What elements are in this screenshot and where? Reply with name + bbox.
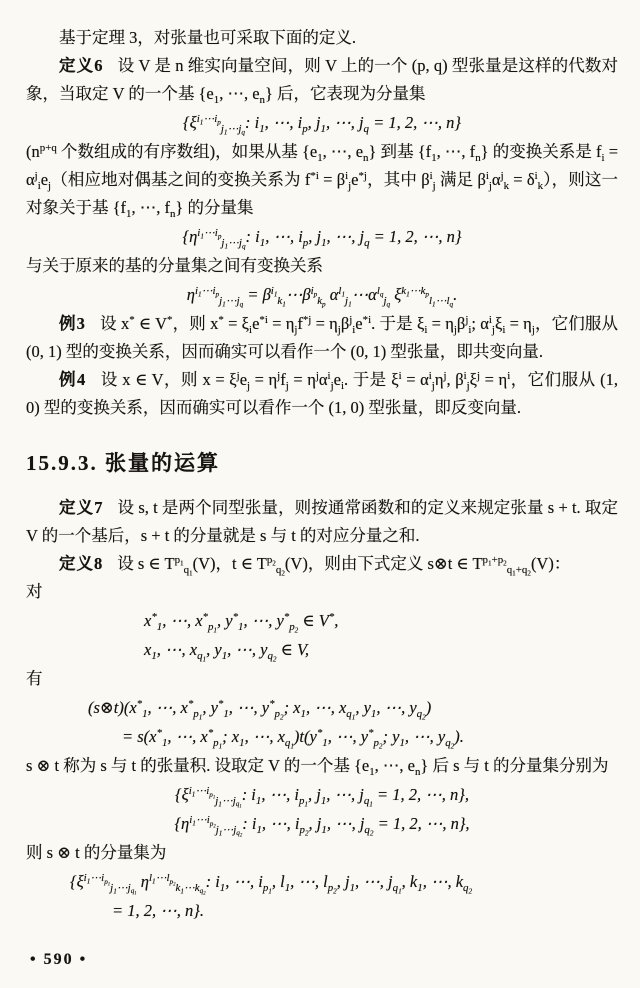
paragraph-st-intro	[26, 839, 618, 867]
formula-eta-component-set: {$\eta^{i_1\cdots i_p}_{j_1\cdots j_q}$: $i_1$, ⋯, $i_p$, $j_1$, ⋯, $j_q = 1$, 2, ⋯, n}	[182, 227, 462, 251]
word-for: 对	[26, 582, 43, 601]
formula-st-components-line1: {$\xi^{i_1\cdots i_{p_1}}_{j_1\cdots j_{q_1}}$ $\eta^{l_1\cdots l_{p_2}}_{k_1\cdots k_{q_2}}$: $i_1$, ⋯, $i_{p_1}$, $l_1$, ⋯, $l_{p_2}$, $j_1$, ⋯, $j_{q_1}$, $k_1$, ⋯, $k_{q_2}$	[70, 872, 473, 897]
paragraph-basis-change-text: ($n^{p+q}$ 个数组成的有序数组)，如果从基 {$e_1$, ⋯, $e_n$} 到基 {$f_1$, ⋯, $f_n$} 的变换关系是 $f_i = \alpha^j_ie_j$（相应地对偶基之间的变换关系为 $f^{*i} = \beta^i_je^{*j}$，其中 $\beta^i_j$ 满足 $\beta^i_j\alpha^j_k = \delta^i_k$），则这一对象关于基 {$f_1$, ⋯, $f_n$} 的分量集	[26, 142, 619, 220]
paragraph-tensor-product-name	[26, 752, 618, 780]
definition-8-text: 设 s ∈ $T^{p_1}_{q_1}(V)$，t ∈ $T^{p_2}_{q_2}(V)$，则由下式定义 s⊗t ∈ $T^{p_1+p_2}_{q_1+q_2}(V)$：	[117, 554, 571, 578]
definition-7	[26, 494, 618, 550]
example-3-text: 设 x* ∈ V*，则 $x^* = \xi_ie^{*i} = \eta_jf^{*j} = \eta_j\beta^j_ie^{*i}$. 于是 $\xi_i = \eta_j\beta^j_i$; $\alpha^i_j\xi_i = \eta_j$，它们服从 (0, 1) 型的变换关系，因而确实可以看作一个 (0, 1) 型张量，即共变向量.	[26, 314, 619, 361]
formula-st-components-line2: = 1, 2, ⋯, n}.	[112, 901, 204, 920]
formula-xi-component-set: {$\xi^{i_1\cdots i_p}_{j_1\cdots j_q}$: $i_1$, ⋯, $i_p$, $j_1$, ⋯, $j_q = 1$, 2, ⋯, n}	[183, 113, 461, 137]
page-number: • 590 •	[30, 951, 88, 968]
formula-s-components: {$\xi^{i_1\cdots i_{p_1}}_{j_1\cdots j_{q_1}}$: $i_1$, ⋯, $i_{p_1}$, $j_1$, ⋯, $j_{q_1} = 1$, 2, ⋯, n},	[175, 785, 469, 810]
paragraph-st-intro-text: 则 s ⊗ t 的分量集为	[26, 843, 167, 862]
definition-6	[26, 52, 618, 108]
paragraph-transform-intro	[26, 252, 618, 280]
definition-7-text: 设 s, t 是两个同型张量，则按通常函数和的定义来规定张量 s + t. 取定 V 的一个基后，s + t 的分量就是 s 与 t 的对应分量之和.	[26, 498, 618, 545]
word-have: 有	[26, 669, 43, 688]
section-heading: 15.9.3. 张量的运算	[26, 451, 220, 475]
definition-8	[26, 550, 618, 578]
formula-vectors: $x_1$, ⋯, $x_{q_1}$, $y_1$, ⋯, $y_{q_2}$ ∈ V,	[144, 640, 310, 664]
example-4	[26, 366, 618, 422]
definition-6-text: 设 V 是 n 维实向量空间，则 V 上的一个 (p, q) 型张量是这样的代数对象，当取定 V 的一个基 {$e_1$, ⋯, $e_n$} 后，它表现为分量集	[26, 56, 618, 106]
definition-7-label: 定义7	[59, 498, 104, 517]
paragraph-transform-intro-text: 与关于原来的基的分量集之间有变换关系	[26, 256, 323, 275]
example-3	[26, 310, 618, 366]
example-4-text: 设 x ∈ V，则 $x = \xi^je_j = \eta^jf_j = \eta^j\alpha^i_je_i$. 于是 $\xi^i = \alpha^i_j\eta^j$, $\beta^i_j\xi^j = \eta^i$，它们服从 (1, 0) 型的变换关系，因而确实可以看作一个 (1, 0) 型张量，即反变向量.	[26, 370, 618, 417]
paragraph-intro-text: 基于定理 3，对张量也可采取下面的定义.	[59, 28, 356, 47]
formula-tensor-product-line1: $(s\otimes t)(x^*_1$, ⋯, $x^*_{p_1}$, $y^*_1$, ⋯, $y^*_{p_2}$; $x_1$, ⋯, $x_{q_1}$, $y_1$, ⋯, $y_{q_2}$)	[88, 698, 432, 722]
example-4-label: 例4	[59, 370, 87, 389]
definition-8-label: 定义8	[59, 554, 104, 573]
formula-transform-law: $\eta^{i_1\cdots i_p}_{j_1\cdots j_q}$ = $\beta^{i_1}_{k_1}\cdots\beta^{i_p}_{k_p}$ $\alpha^{l_1}_{j_1}\cdots\alpha^{l_q}_{j_q}$ $\xi^{k_1\cdots k_p}_{l_1\cdots l_q}$.	[186, 285, 458, 309]
example-3-label: 例3	[59, 314, 86, 333]
formula-t-components: {$\eta^{i_1\cdots i_{p_2}}_{j_1\cdots j_{q_2}}$: $i_1$, ⋯, $i_{p_2}$, $j_1$, ⋯, $j_{q_2} = 1$, 2, ⋯, n},	[174, 814, 470, 839]
formula-dual-vectors: $x^*_1$, ⋯, $x^*_{p_1}$, $y^*_1$, ⋯, $y^*_{p_2}$ ∈ V*,	[144, 611, 339, 635]
paragraph-tensor-product-name-text: s ⊗ t 称为 s 与 t 的张量积. 设取定 V 的一个基 {$e_1$, ⋯, $e_n$} 后 s 与 t 的分量集分别为	[26, 756, 609, 778]
formula-tensor-product-line2: = $s(x^*_1$, ⋯, $x^*_{p_1}$; $x_1$, ⋯, $x_{q_1})t(y^*_1$, ⋯, $y^*_{p_2}$; $y_1$, ⋯, $y_{q_2}$).	[122, 727, 464, 751]
paragraph-basis-change	[26, 138, 618, 222]
definition-6-label: 定义6	[59, 56, 104, 75]
paragraph-intro	[26, 24, 618, 52]
